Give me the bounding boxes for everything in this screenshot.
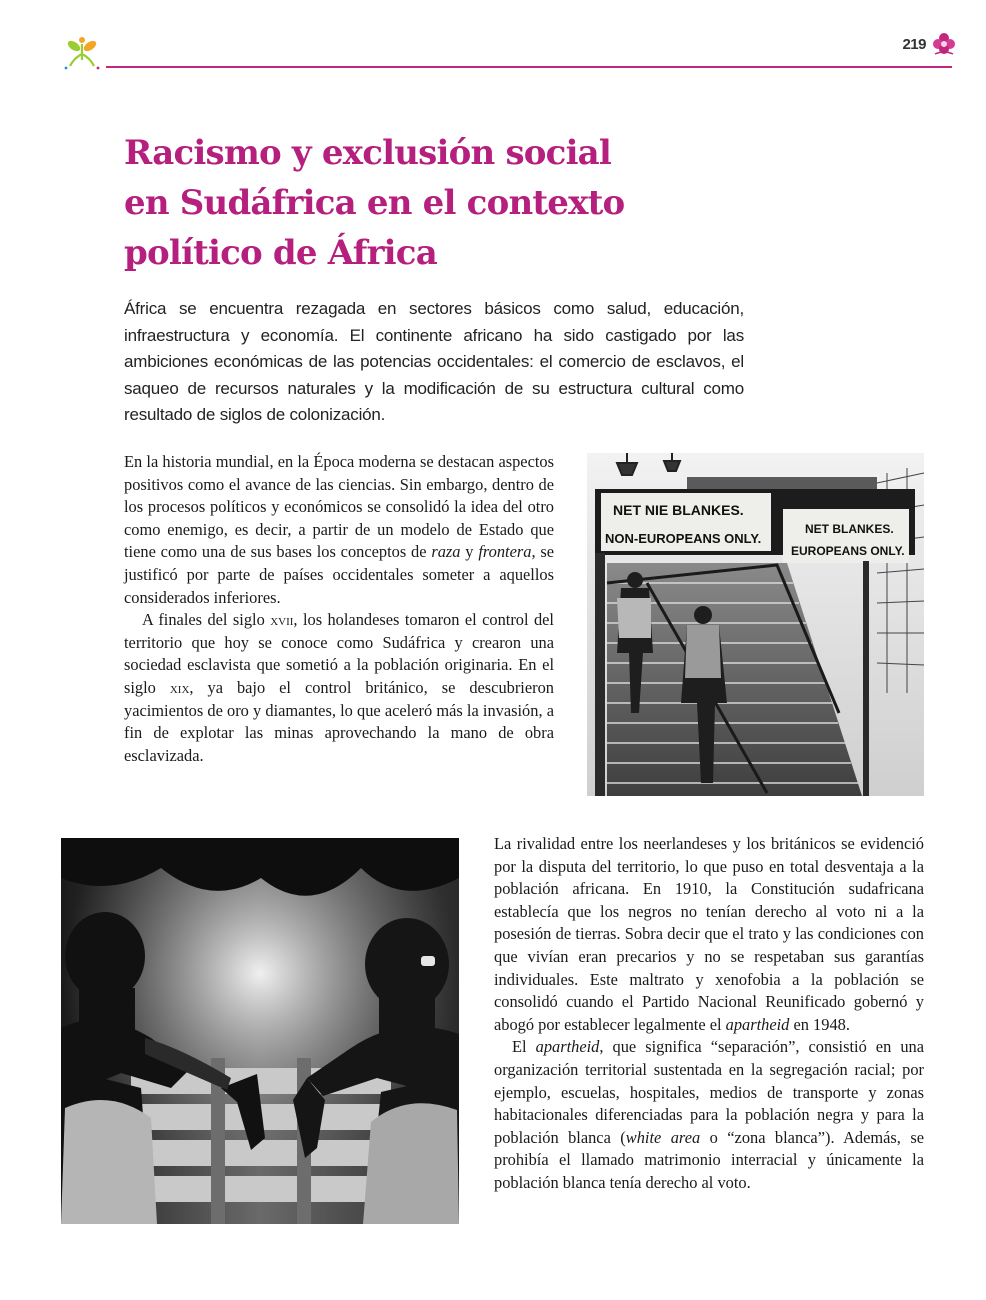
- magenta-flower-icon: [930, 30, 958, 58]
- page-title: [124, 128, 684, 278]
- text-run: A finales del siglo: [142, 610, 271, 630]
- term-white-area: white area: [625, 1127, 701, 1147]
- term-frontera: frontera: [478, 542, 532, 562]
- term-apartheid: apartheid: [535, 1037, 600, 1057]
- photo-apartheid-station-stairs: [587, 453, 924, 796]
- paragraph-apartheid: [494, 1036, 924, 1194]
- text-run: y: [460, 542, 479, 562]
- century-xix: xix: [169, 677, 190, 697]
- text-run: , ya bajo el control británico, se descubrieron yacimientos de oro y diamantes, lo que aceleró más la invasión, a fin de explotar las minas aprovechando la mano de obra esclavizada.: [124, 677, 554, 765]
- header-rule: [106, 66, 952, 68]
- sign-left-line-1: NET NIE BLANKES.: [613, 502, 744, 518]
- text-run: en 1948.: [789, 1014, 850, 1034]
- term-apartheid: apartheid: [725, 1014, 790, 1034]
- paragraph-rivalry: [494, 833, 924, 1036]
- sign-right-line-2: EUROPEANS ONLY.: [791, 544, 905, 558]
- body-column-2: [494, 833, 924, 1195]
- text-run: , que significa “separación”, consistió en una organización territorial sustentada en la segregación racial; por ejemplo, escuelas, hospitales, medios de transporte y zonas habitacionales diferenciadas para la población negra y para la población blanca (: [494, 1037, 924, 1147]
- text-run: o “zona blanca”). Además, se prohibía el llamado matrimonio interracial y únicamente la población blanca tenía derecho al voto.: [494, 1127, 924, 1192]
- photo-two-women-conversing: [61, 838, 459, 1224]
- intro-paragraph: África se encuentra rezagada en sectores básicos como salud, educación, infraestructura y economía. El continente africano ha sido castigado por las ambiciones económicas de las potencias occidentales: el comercio de esclavos, el saqueo de recursos naturales y la modificación de su estructura cultural como resultado de siglos de colonización.: [124, 299, 744, 424]
- paragraph-dutch-control: [124, 609, 554, 767]
- page-number: 219: [902, 36, 926, 53]
- title-line-3: político de África: [124, 233, 437, 273]
- paragraph-modern-era: [124, 451, 554, 609]
- text-run: , los holandeses tomaron el control del territorio que hoy se conoce como Sudáfrica y crearon una sociedad esclavista que sometió a la población originaria. En el siglo: [124, 610, 554, 697]
- sprout-figure-icon: [60, 30, 104, 74]
- title-line-2: en Sudáfrica en el contexto: [124, 183, 625, 223]
- century-xvii: xvii: [270, 610, 294, 630]
- body-column-1: [124, 451, 554, 767]
- sign-left-line-2: NON-EUROPEANS ONLY.: [605, 531, 762, 546]
- text-run: , se justificó por parte de países occidentales someter a aquellos considerados inferiores.: [124, 542, 555, 607]
- text-run: La rivalidad entre los neerlandeses y los británicos se evidenció por la disputa del territorio, lo que puso en total desventaja a la población africana. En 1910, la Constitución sudafricana establecía que los negros no tenían derecho al voto ni a la posesión de tierras. Sobra decir que el trato y las condiciones con que vivían eran precarios y no se respetaban sus garantías individuales. Este maltrato y xenofobia a la población se consolidó cuando el Partido Nacional Reunificado gobernó y abogó por establecer legalmente el: [494, 834, 924, 1034]
- term-raza: raza: [431, 542, 461, 562]
- text-run: En la historia mundial, en la Época moderna se destacan aspectos positivos como el avance de las ciencias. Sin embargo, dentro de los procesos políticos y económicos se consolidó la idea del otro como enemigo, es decir, a partir de un modelo de Estado que tiene como una de sus bases los conceptos de: [124, 452, 554, 562]
- sign-right-line-1: NET BLANKES.: [805, 522, 894, 536]
- text-run: El: [512, 1037, 536, 1057]
- title-line-1: Racismo y exclusión social: [124, 133, 612, 173]
